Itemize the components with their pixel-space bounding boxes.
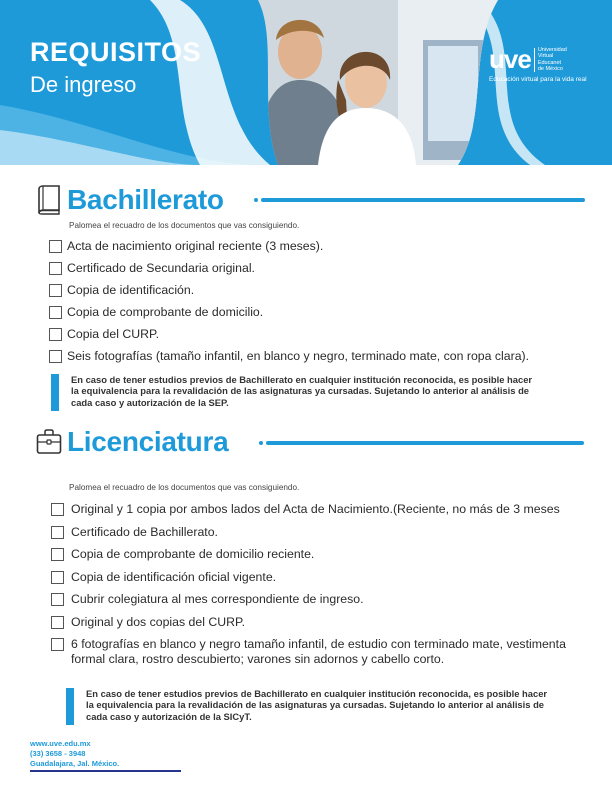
footer-website-link[interactable]: www.uve.edu.mx [30,739,91,748]
licenciatura-note [66,688,556,725]
checklist-item-label: 6 fotografías en blanco y negro tamaño infantil, de estudio con terminado mate, vestimenta formal clara, rostro descubierto; varones sin adornos y cabello corto. [71,637,566,666]
section-title-licenciatura: Licenciatura [67,426,229,457]
footer-location: Guadalajara, Jal. México. [30,759,120,768]
checkbox[interactable] [51,503,64,516]
checklist-item [49,261,589,283]
licenciatura-heading [36,426,228,458]
bachillerato-instruction: Palomea el recuadro de los documentos que vas consiguiendo. [69,221,300,230]
checklist-item [49,239,589,261]
checklist-item [51,502,591,525]
checkbox[interactable] [51,616,64,629]
checkbox[interactable] [49,328,62,341]
checklist-item-label: Copia de comprobante de domicilio reciente. [71,547,315,561]
checklist-item-label: Acta de nacimiento original reciente (3 meses). [67,239,324,253]
bachillerato-note-text: En caso de tener estudios previos de Bachillerato en cualquier institución reconocida, es posible hacer la equivalencia para la revalidación de las asignaturas ya cursadas. Sujetando lo anterior al análisis de cada caso y autorización de la SEP. [71,374,533,408]
checklist-item-label: Seis fotografías (tamaño infantil, en blanco y negro, terminado mate, con ropa clara). [67,349,530,363]
checklist-item [51,592,591,615]
checklist-item-label: Cubrir colegiatura al mes correspondiente de ingreso. [71,592,364,606]
checklist-item [51,547,591,570]
checklist-item [51,525,591,548]
bachillerato-note [51,374,541,411]
logo-name-line: Educanet [537,59,562,66]
checklist-item-label: Copia de identificación oficial vigente. [71,569,277,584]
uve-logo [489,46,567,72]
checkbox[interactable] [49,306,62,319]
logo-name-line: Virtual [537,53,554,60]
page-title: REQUISITOS [30,37,202,67]
checklist-item [51,570,591,593]
book-icon [36,185,62,215]
header-banner [0,0,612,165]
checklist-item-label: Certificado de Bachillerato. [71,524,218,539]
checklist-item [49,327,589,349]
section-rule [261,198,585,202]
checklist-item-label: Original y dos copias del CURP. [71,614,246,629]
footer-phone: (33) 3658 - 3948 [30,749,86,758]
checklist-item-label: Copia de comprobante de domicilio. [67,305,264,319]
checkbox[interactable] [49,284,62,297]
checkbox[interactable] [51,548,64,561]
footer-contact [30,739,119,769]
logo-name-line: de México [537,65,563,72]
checkbox[interactable] [49,262,62,275]
checklist-item-label: Original y 1 copia por ambos lados del Acta de Nacimiento.(Reciente, no más de 3 meses [71,502,560,516]
briefcase-icon [36,427,62,457]
logo-tagline: Educación virtual para la vida real [489,76,587,83]
bachillerato-heading [36,184,224,216]
licenciatura-instruction: Palomea el recuadro de los documentos que vas consiguiendo. [69,483,300,492]
logo-name-line: Universidad [537,47,567,53]
checklist-item-label: Copia de identificación. [67,283,195,297]
checkbox[interactable] [51,638,64,651]
checkbox[interactable] [51,593,64,606]
licenciatura-note-text: En caso de tener estudios previos de Bachillerato en cualquier institución reconocida, es posible hacer la equivalencia para la revalidación de las asignaturas ya cursadas. Sujetando lo anterior al análisis de cada caso y autorización de la SICyT. [86,688,548,722]
footer-rule [30,770,181,772]
logo-institution-name [538,47,567,72]
checklist-item [49,305,589,327]
note-accent-bar [66,688,74,725]
checkbox[interactable] [51,571,64,584]
checklist-item [51,615,591,638]
checkbox[interactable] [49,240,62,253]
logo-mark: uve [489,44,531,74]
section-rule [266,441,584,445]
students-photo [218,0,498,165]
bachillerato-checklist [49,239,589,371]
note-accent-bar [51,374,59,411]
checkbox[interactable] [49,350,62,363]
licenciatura-checklist [51,502,591,671]
logo-divider [534,48,535,72]
page-subtitle: De ingreso [30,72,137,97]
checklist-item [51,637,591,671]
checklist-item [49,283,589,305]
section-title-bachillerato: Bachillerato [67,184,224,215]
checklist-item [49,349,589,371]
checklist-item-label: Copia del CURP. [67,327,160,341]
checkbox[interactable] [51,526,64,539]
checklist-item-label: Certificado de Secundaria original. [67,261,255,275]
